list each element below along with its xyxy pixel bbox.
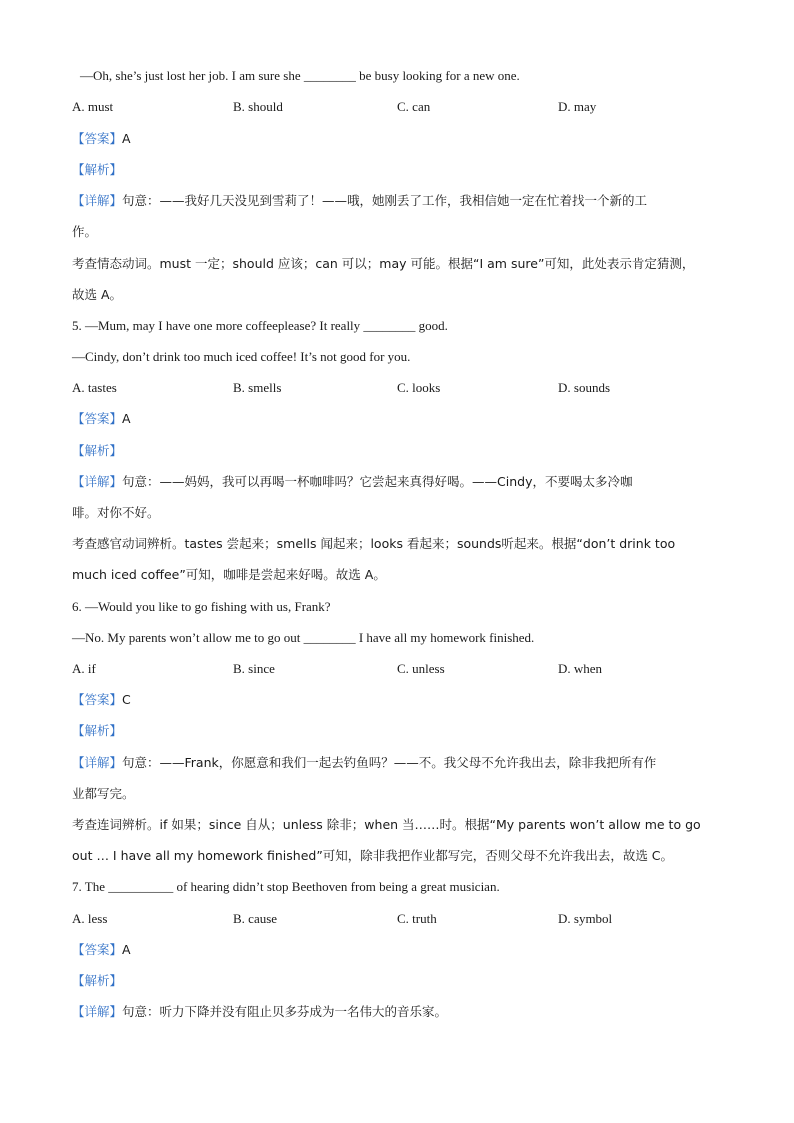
q6-detail-text1: 句意：——Frank，你愿意和我们一起去钓鱼吗？——不。我父母不允许我出去，除非我把所有作 bbox=[122, 755, 657, 770]
q7-option-d: D. symbol bbox=[558, 911, 613, 926]
q5-detail-line4: much iced coffee”可知，咖啡是尝起来好喝。故选 A。 bbox=[72, 567, 386, 582]
q5-option-d: D. sounds bbox=[558, 380, 611, 395]
q6-stem-line1: 6. —Would you like to go fishing with us, Frank? bbox=[72, 599, 331, 614]
q5-stem-line2: —Cindy, don’t drink too much iced coffee! It’s not good for you. bbox=[72, 349, 411, 364]
q5-answer-label: 【答案】 bbox=[72, 411, 123, 426]
q5-answer bbox=[72, 410, 131, 428]
q5-stem-line1: 5. —Mum, may I have one more coffeeplease? It really ________ good. bbox=[72, 318, 448, 333]
q4-option-d: D. may bbox=[558, 99, 597, 114]
q6-detail-label: 【详解】 bbox=[72, 755, 123, 770]
q5-analysis-label: 【解析】 bbox=[72, 443, 123, 458]
q7-option-c: C. truth bbox=[397, 911, 437, 926]
q5-detail-label: 【详解】 bbox=[72, 474, 123, 489]
q5-option-a: A. tastes bbox=[72, 380, 117, 395]
q4-options bbox=[72, 98, 732, 116]
q5-detail-line2: 啡。对你不好。 bbox=[72, 505, 160, 520]
q7-detail-label: 【详解】 bbox=[72, 1004, 123, 1019]
q6-option-b: B. since bbox=[233, 661, 275, 676]
q6-answer bbox=[72, 691, 131, 709]
q4-option-a: A. must bbox=[72, 99, 114, 114]
q7-answer-value: A bbox=[122, 942, 131, 957]
q5-detail-line3: 考查感官动词辨析。tastes 尝起来；smells 闻起来；looks 看起来；sounds听起来。根据“don’t drink too bbox=[72, 536, 676, 551]
q6-options bbox=[72, 660, 732, 678]
q5-options bbox=[72, 379, 732, 397]
q4-detail-text1: 句意：——我好几天没见到雪莉了！——哦，她刚丢了工作，我相信她一定在忙着找一个新的工 bbox=[122, 193, 648, 208]
q4-option-b: B. should bbox=[233, 99, 283, 114]
q4-detail-line3: 考查情态动词。must 一定；should 应该；can 可以；may 可能。根据“I am sure”可知，此处表示肯定猜测， bbox=[72, 256, 695, 271]
q6-detail-line4: out … I have all my homework finished”可知，除非我把作业都写完，否则父母不允许我出去，故选 C。 bbox=[72, 848, 674, 863]
q5-option-c: C. looks bbox=[397, 380, 441, 395]
q6-detail-line1 bbox=[72, 754, 656, 772]
q6-analysis-label: 【解析】 bbox=[72, 723, 123, 738]
q7-answer-label: 【答案】 bbox=[72, 942, 123, 957]
q4-detail-line1 bbox=[72, 192, 647, 210]
q7-option-a: A. less bbox=[72, 911, 108, 926]
q7-answer bbox=[72, 941, 131, 959]
q4-detail-label: 【详解】 bbox=[72, 193, 123, 208]
q4-answer bbox=[72, 130, 131, 148]
q6-detail-line3: 考查连词辨析。if 如果；since 自从；unless 除非；when 当……时。根据“My parents won’t allow me to go bbox=[72, 817, 701, 832]
q6-option-c: C. unless bbox=[397, 661, 445, 676]
q4-stem-line2: —Oh, she’s just lost her job. I am sure she ________ be busy looking for a new one. bbox=[80, 68, 520, 83]
q4-answer-label: 【答案】 bbox=[72, 131, 123, 146]
q6-option-a: A. if bbox=[72, 661, 96, 676]
q4-answer-value: A bbox=[122, 131, 131, 146]
q4-detail-line4: 故选 A。 bbox=[72, 287, 123, 302]
q6-answer-value: C bbox=[122, 692, 131, 707]
q6-answer-label: 【答案】 bbox=[72, 692, 123, 707]
q7-detail-text1: 句意：听力下降并没有阻止贝多芬成为一名伟大的音乐家。 bbox=[122, 1004, 448, 1019]
q4-detail-line2: 作。 bbox=[72, 224, 98, 239]
q7-detail-line1 bbox=[72, 1003, 447, 1021]
q6-detail-line2: 业都写完。 bbox=[72, 786, 135, 801]
q4-option-c: C. can bbox=[397, 99, 431, 114]
q4-analysis-label: 【解析】 bbox=[72, 162, 123, 177]
q7-stem-line1: 7. The __________ of hearing didn’t stop Beethoven from being a great musician. bbox=[72, 879, 500, 894]
q6-stem-line2: —No. My parents won’t allow me to go out ________ I have all my homework finished. bbox=[72, 630, 535, 645]
q7-option-b: B. cause bbox=[233, 911, 278, 926]
q5-option-b: B. smells bbox=[233, 380, 282, 395]
q6-option-d: D. when bbox=[558, 661, 603, 676]
q5-answer-value: A bbox=[122, 411, 131, 426]
q7-options bbox=[72, 910, 732, 928]
q7-analysis-label: 【解析】 bbox=[72, 973, 123, 988]
q5-detail-text1: 句意：——妈妈，我可以再喝一杯咖啡吗？它尝起来真得好喝。——Cindy，不要喝太多冷咖 bbox=[122, 474, 633, 489]
q5-detail-line1 bbox=[72, 473, 632, 491]
